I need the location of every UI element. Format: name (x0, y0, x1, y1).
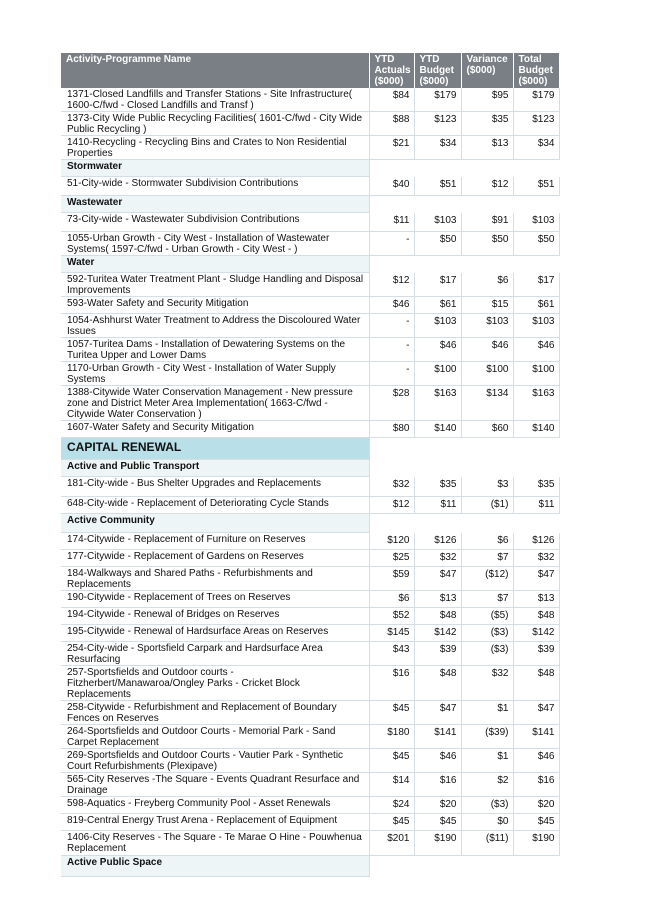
ytd-budget-cell: $13 (414, 591, 461, 608)
table-row (61, 177, 559, 196)
variance-cell: $32 (461, 666, 513, 701)
section-header-row (61, 438, 559, 460)
total-budget-cell: $179 (513, 88, 559, 112)
ytd-budget-cell: $48 (414, 608, 461, 625)
category-header-row (61, 256, 559, 273)
total-budget-cell: $35 (513, 477, 559, 497)
ytd-budget-cell: $123 (414, 112, 461, 136)
variance-cell: ($1) (461, 497, 513, 514)
activity-name-cell: 184-Walkways and Shared Paths - Refurbishments and Replacements (61, 567, 369, 591)
activity-name-cell: 190-Citywide - Replacement of Trees on Reserves (61, 591, 369, 608)
table-row (61, 831, 559, 856)
ytd-budget-cell: $47 (414, 567, 461, 591)
table-row (61, 112, 559, 136)
total-budget-cell: $16 (513, 773, 559, 797)
ytd-budget-cell: $141 (414, 725, 461, 749)
activity-name-cell: 194-Citywide - Renewal of Bridges on Reserves (61, 608, 369, 625)
ytd-budget-cell: $103 (414, 314, 461, 338)
empty-value-cells (369, 460, 559, 477)
variance-cell: $13 (461, 136, 513, 160)
activity-name-cell: 1388-Citywide Water Conservation Management - New pressure zone and District Meter Area Implementation( 1663-C/fwd - Citywide Water Conservation ) (61, 386, 369, 421)
table-row (61, 386, 559, 421)
ytd-budget-cell: $32 (414, 550, 461, 567)
variance-cell: ($3) (461, 625, 513, 642)
header-ytd-budget: YTD Budget ($000) (414, 53, 461, 88)
ytd-actuals-cell: $24 (369, 797, 414, 814)
activity-name-cell: 174-Citywide - Replacement of Furniture on Reserves (61, 533, 369, 550)
ytd-budget-cell: $179 (414, 88, 461, 112)
variance-cell: $1 (461, 749, 513, 773)
activity-name-cell: 565-City Reserves -The Square - Events Quadrant Resurface and Drainage (61, 773, 369, 797)
ytd-actuals-cell: $12 (369, 273, 414, 297)
variance-cell: ($12) (461, 567, 513, 591)
total-budget-cell: $48 (513, 666, 559, 701)
activity-name-cell: 819-Central Energy Trust Arena - Replacement of Equipment (61, 814, 369, 831)
activity-name-cell: 592-Turitea Water Treatment Plant - Sludge Handling and Disposal Improvements (61, 273, 369, 297)
ytd-budget-cell: $142 (414, 625, 461, 642)
variance-cell: $134 (461, 386, 513, 421)
category-title: Water (61, 256, 369, 273)
table-row (61, 625, 559, 642)
total-budget-cell: $39 (513, 642, 559, 666)
ytd-budget-cell: $61 (414, 297, 461, 314)
variance-cell: $91 (461, 213, 513, 232)
activity-name-cell: 177-Citywide - Replacement of Gardens on Reserves (61, 550, 369, 567)
total-budget-cell: $45 (513, 814, 559, 831)
total-budget-cell: $100 (513, 362, 559, 386)
variance-cell: $7 (461, 591, 513, 608)
table-row (61, 297, 559, 314)
activity-name-cell: 1055-Urban Growth - City West - Installation of Wastewater Systems( 1597-C/fwd - Urban Growth - City West - ) (61, 232, 369, 256)
ytd-budget-cell: $51 (414, 177, 461, 196)
total-budget-cell: $123 (513, 112, 559, 136)
table-row (61, 338, 559, 362)
variance-cell: ($3) (461, 797, 513, 814)
activity-name-cell: 51-City-wide - Stormwater Subdivision Contributions (61, 177, 369, 196)
ytd-actuals-cell: $28 (369, 386, 414, 421)
category-title: Active Public Space (61, 856, 369, 877)
ytd-budget-cell: $17 (414, 273, 461, 297)
activity-name-cell: 73-City-wide - Wastewater Subdivision Contributions (61, 213, 369, 232)
table-row (61, 773, 559, 797)
activity-name-cell: 648-City-wide - Replacement of Deteriorating Cycle Stands (61, 497, 369, 514)
activity-name-cell: 1607-Water Safety and Security Mitigation (61, 421, 369, 438)
total-budget-cell: $61 (513, 297, 559, 314)
activity-name-cell: 181-City-wide - Bus Shelter Upgrades and Replacements (61, 477, 369, 497)
activity-name-cell: 1406-City Reserves - The Square - Te Marae O Hine - Pouwhenua Replacement (61, 831, 369, 856)
category-title: Active and Public Transport (61, 460, 369, 477)
total-budget-cell: $13 (513, 591, 559, 608)
ytd-actuals-cell: $180 (369, 725, 414, 749)
ytd-actuals-cell: $21 (369, 136, 414, 160)
table-row (61, 701, 559, 725)
ytd-actuals-cell: $80 (369, 421, 414, 438)
ytd-budget-cell: $48 (414, 666, 461, 701)
activity-name-cell: 254-City-wide - Sportsfield Carpark and Hardsurface Area Resurfacing (61, 642, 369, 666)
ytd-budget-cell: $163 (414, 386, 461, 421)
activity-name-cell: 258-Citywide - Refurbishment and Replacement of Boundary Fences on Reserves (61, 701, 369, 725)
ytd-budget-cell: $45 (414, 814, 461, 831)
total-budget-cell: $142 (513, 625, 559, 642)
ytd-actuals-cell: $16 (369, 666, 414, 701)
ytd-actuals-cell: $45 (369, 749, 414, 773)
ytd-actuals-cell: $43 (369, 642, 414, 666)
table-header-row (61, 53, 559, 88)
activity-name-cell: 593-Water Safety and Security Mitigation (61, 297, 369, 314)
variance-cell: ($39) (461, 725, 513, 749)
table-row (61, 88, 559, 112)
category-title: Active Community (61, 514, 369, 533)
empty-value-cells (369, 438, 559, 460)
activity-name-cell: 1170-Urban Growth - City West - Installation of Water Supply Systems (61, 362, 369, 386)
activity-name-cell: 598-Aquatics - Freyberg Community Pool - Asset Renewals (61, 797, 369, 814)
ytd-budget-cell: $103 (414, 213, 461, 232)
variance-cell: $2 (461, 773, 513, 797)
variance-cell: ($5) (461, 608, 513, 625)
header-activity-name: Activity-Programme Name (61, 53, 369, 88)
total-budget-cell: $126 (513, 533, 559, 550)
total-budget-cell: $34 (513, 136, 559, 160)
total-budget-cell: $46 (513, 749, 559, 773)
category-header-row (61, 460, 559, 477)
ytd-actuals-cell: $12 (369, 497, 414, 514)
ytd-actuals-cell: $52 (369, 608, 414, 625)
activity-name-cell: 269-Sportsfields and Outdoor Courts - Vautier Park - Synthetic Court Refurbishments (Plexipave) (61, 749, 369, 773)
ytd-budget-cell: $11 (414, 497, 461, 514)
total-budget-cell: $103 (513, 213, 559, 232)
table-row (61, 608, 559, 625)
activity-name-cell: 1373-City Wide Public Recycling Facilities( 1601-C/fwd - City Wide Public Recycling ) (61, 112, 369, 136)
ytd-budget-cell: $20 (414, 797, 461, 814)
total-budget-cell: $51 (513, 177, 559, 196)
total-budget-cell: $47 (513, 701, 559, 725)
header-ytd-actuals: YTD Actuals ($000) (369, 53, 414, 88)
category-header-row (61, 514, 559, 533)
table-row (61, 213, 559, 232)
ytd-budget-cell: $140 (414, 421, 461, 438)
ytd-actuals-cell: - (369, 314, 414, 338)
ytd-actuals-cell: $11 (369, 213, 414, 232)
ytd-budget-cell: $100 (414, 362, 461, 386)
ytd-budget-cell: $190 (414, 831, 461, 856)
table-row (61, 477, 559, 497)
ytd-budget-cell: $39 (414, 642, 461, 666)
variance-cell: $35 (461, 112, 513, 136)
table-row (61, 533, 559, 550)
variance-cell: $6 (461, 533, 513, 550)
ytd-actuals-cell: $6 (369, 591, 414, 608)
table-row (61, 814, 559, 831)
category-header-row (61, 160, 559, 177)
total-budget-cell: $17 (513, 273, 559, 297)
ytd-budget-cell: $47 (414, 701, 461, 725)
variance-cell: $50 (461, 232, 513, 256)
ytd-actuals-cell: $45 (369, 814, 414, 831)
table-row (61, 550, 559, 567)
capital-programme-table (61, 53, 560, 877)
variance-cell: $7 (461, 550, 513, 567)
activity-name-cell: 1371-Closed Landfills and Transfer Stations - Site Infrastructure( 1600-C/fwd - Closed Landfills and Transf ) (61, 88, 369, 112)
activity-name-cell: 1410-Recycling - Recycling Bins and Crates to Non Residential Properties (61, 136, 369, 160)
ytd-actuals-cell: $201 (369, 831, 414, 856)
table-row (61, 362, 559, 386)
ytd-actuals-cell: $84 (369, 88, 414, 112)
header-variance: Variance ($000) (461, 53, 513, 88)
empty-value-cells (369, 160, 559, 177)
total-budget-cell: $190 (513, 831, 559, 856)
total-budget-cell: $48 (513, 608, 559, 625)
ytd-budget-cell: $50 (414, 232, 461, 256)
variance-cell: $15 (461, 297, 513, 314)
ytd-actuals-cell: $25 (369, 550, 414, 567)
total-budget-cell: $141 (513, 725, 559, 749)
total-budget-cell: $140 (513, 421, 559, 438)
activity-name-cell: 257-Sportsfields and Outdoor courts - Fitzherbert/Manawaroa/Ongley Parks - Cricket Block Replacements (61, 666, 369, 701)
variance-cell: ($3) (461, 642, 513, 666)
variance-cell: $60 (461, 421, 513, 438)
category-title: Stormwater (61, 160, 369, 177)
header-total-budget: Total Budget ($000) (513, 53, 559, 88)
total-budget-cell: $32 (513, 550, 559, 567)
ytd-actuals-cell: $14 (369, 773, 414, 797)
ytd-budget-cell: $34 (414, 136, 461, 160)
total-budget-cell: $103 (513, 314, 559, 338)
activity-name-cell: 1054-Ashhurst Water Treatment to Address the Discoloured Water Issues (61, 314, 369, 338)
table-row (61, 797, 559, 814)
empty-value-cells (369, 514, 559, 533)
empty-value-cells (369, 856, 559, 877)
ytd-actuals-cell: $145 (369, 625, 414, 642)
table-row (61, 749, 559, 773)
total-budget-cell: $163 (513, 386, 559, 421)
ytd-budget-cell: $16 (414, 773, 461, 797)
total-budget-cell: $50 (513, 232, 559, 256)
empty-value-cells (369, 256, 559, 273)
ytd-actuals-cell: $32 (369, 477, 414, 497)
ytd-actuals-cell: $40 (369, 177, 414, 196)
table-row (61, 666, 559, 701)
empty-value-cells (369, 196, 559, 213)
ytd-actuals-cell: $59 (369, 567, 414, 591)
total-budget-cell: $11 (513, 497, 559, 514)
ytd-actuals-cell: $45 (369, 701, 414, 725)
variance-cell: $3 (461, 477, 513, 497)
table-row (61, 567, 559, 591)
category-title: Wastewater (61, 196, 369, 213)
table-row (61, 232, 559, 256)
activity-name-cell: 1057-Turitea Dams - Installation of Dewatering Systems on the Turitea Upper and Lower Dams (61, 338, 369, 362)
ytd-budget-cell: $35 (414, 477, 461, 497)
activity-name-cell: 264-Sportsfields and Outdoor Courts - Memorial Park - Sand Carpet Replacement (61, 725, 369, 749)
activity-name-cell: 195-Citywide - Renewal of Hardsurface Areas on Reserves (61, 625, 369, 642)
table-row (61, 591, 559, 608)
ytd-budget-cell: $46 (414, 338, 461, 362)
table-row (61, 725, 559, 749)
variance-cell: $95 (461, 88, 513, 112)
total-budget-cell: $47 (513, 567, 559, 591)
section-title: CAPITAL RENEWAL (61, 438, 369, 460)
total-budget-cell: $46 (513, 338, 559, 362)
ytd-budget-cell: $46 (414, 749, 461, 773)
table-row (61, 642, 559, 666)
variance-cell: $103 (461, 314, 513, 338)
variance-cell: $1 (461, 701, 513, 725)
ytd-actuals-cell: $46 (369, 297, 414, 314)
ytd-actuals-cell: - (369, 338, 414, 362)
ytd-actuals-cell: - (369, 232, 414, 256)
variance-cell: $46 (461, 338, 513, 362)
ytd-actuals-cell: $120 (369, 533, 414, 550)
table-row (61, 421, 559, 438)
table-row (61, 273, 559, 297)
category-header-row (61, 196, 559, 213)
variance-cell: ($11) (461, 831, 513, 856)
total-budget-cell: $20 (513, 797, 559, 814)
table-row (61, 136, 559, 160)
table-row (61, 497, 559, 514)
ytd-actuals-cell: $88 (369, 112, 414, 136)
category-header-row (61, 856, 559, 877)
variance-cell: $6 (461, 273, 513, 297)
ytd-actuals-cell: - (369, 362, 414, 386)
table-row (61, 314, 559, 338)
variance-cell: $100 (461, 362, 513, 386)
ytd-budget-cell: $126 (414, 533, 461, 550)
table-body (61, 88, 559, 877)
variance-cell: $12 (461, 177, 513, 196)
variance-cell: $0 (461, 814, 513, 831)
